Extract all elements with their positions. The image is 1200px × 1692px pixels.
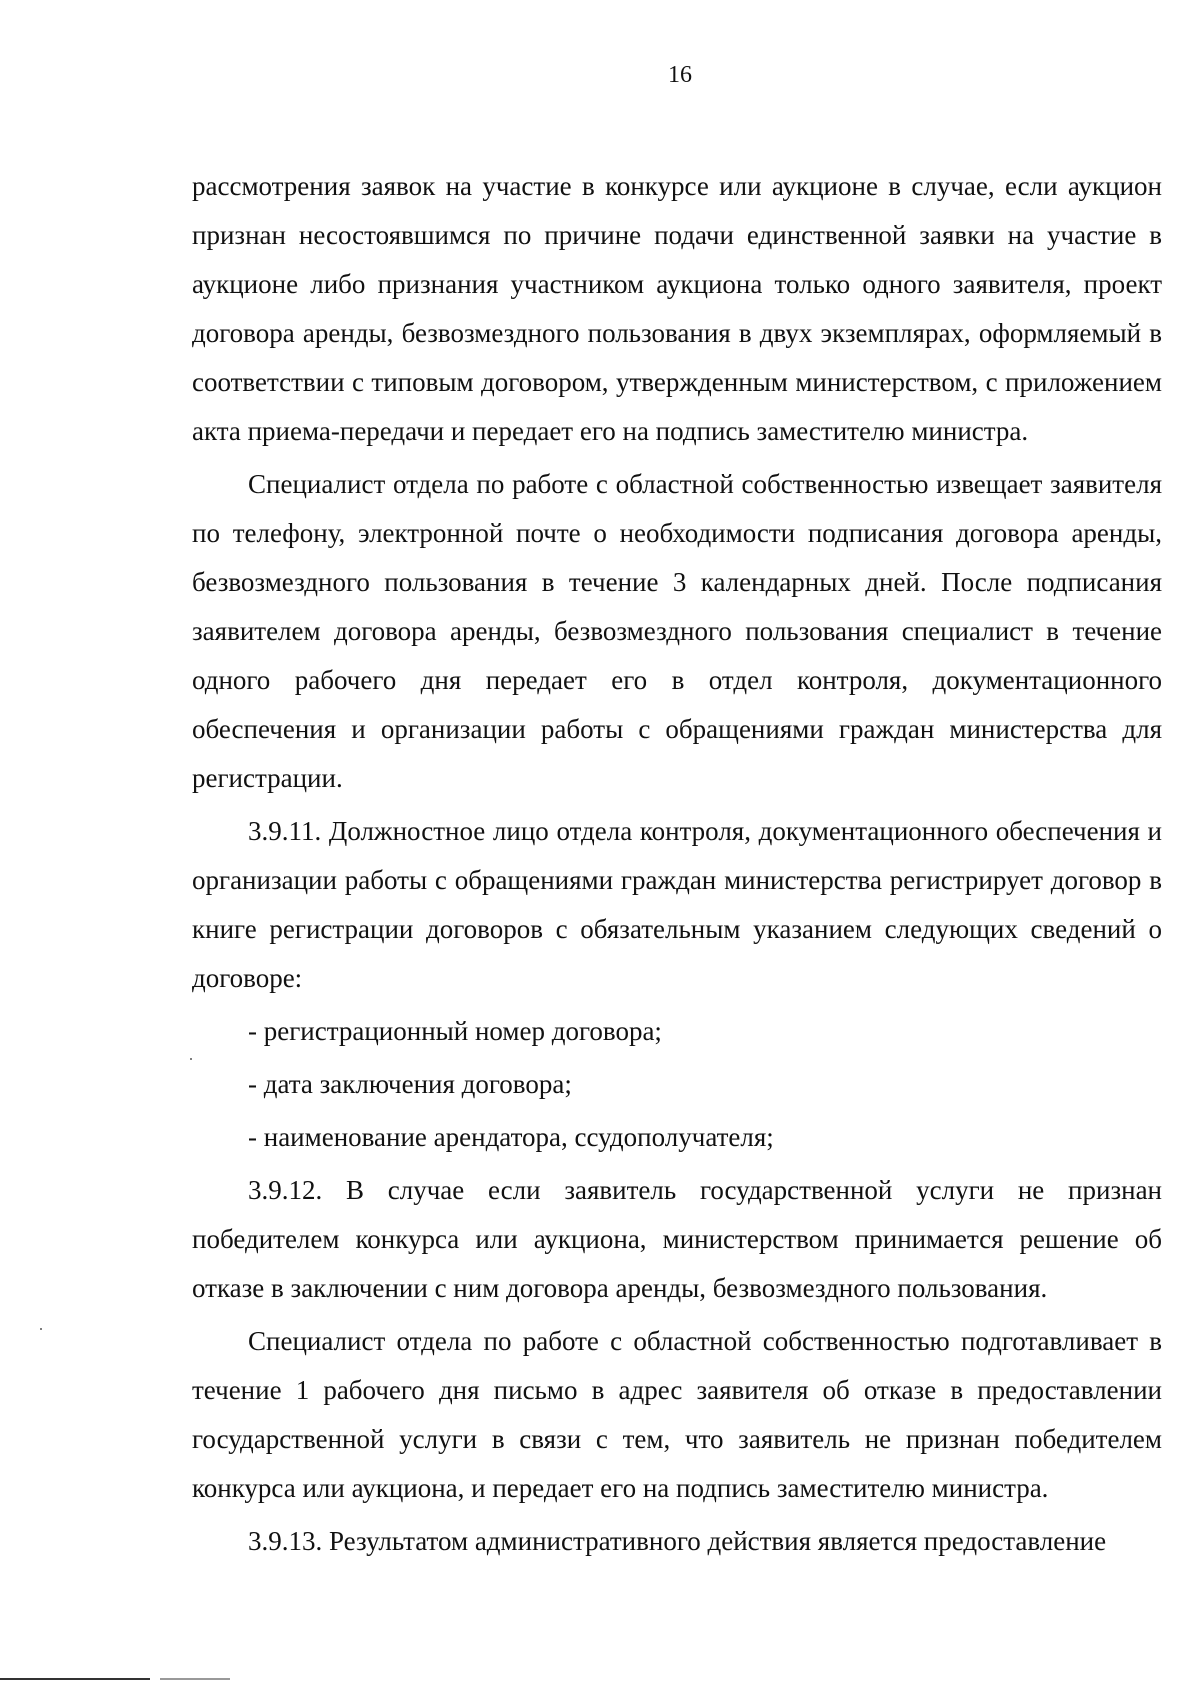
- list-item-contract-date: - дата заключения договора;: [248, 1069, 572, 1099]
- paragraph-notification: Специалист отдела по работе с областной собственностью извещает заявителя по телефону, электронной почте о необходимости подписания договора аренды, безвозмездного пользования в течение 3 календарных дней. После подписания заявителем договора аренды, безвозмездного пользования специалист в течение одного рабочего дня передает его в отдел контроля, документационного обеспечения и организации работы с обращениями граждан министерства для регистрации.: [192, 469, 1162, 793]
- paragraph-continued: рассмотрения заявок на участие в конкурсе или аукционе в случае, если аукцион признан несостоявшимся по причине подачи единственной заявки на участие в аукционе либо признания участником аукциона только одного заявителя, проект договора аренды, безвозмездного пользования в двух экземплярах, оформляемый в соответствии с типовым договором, утвержденным министерством, с приложением акта приема-передачи и передает его на подпись заместителю министра.: [192, 171, 1162, 446]
- paragraph-3-9-12: 3.9.12. В случае если заявитель государственной услуги не признан победителем конкурса или аукциона, министерством принимается решение об отказе в заключении с ним договора аренды, безвозмездного пользования.: [192, 1175, 1162, 1303]
- paragraph-refusal-letter: Специалист отдела по работе с областной собственностью подготавливает в течение 1 рабочего дня письмо в адрес заявителя об отказе в предоставлении государственной услуги в связи с тем, что заявитель не признан победителем конкурса или аукциона, и передает его на подпись заместителю министра.: [192, 1326, 1162, 1503]
- list-item-registration-number: - регистрационный номер договора;: [248, 1016, 662, 1046]
- scan-speck: [190, 1058, 192, 1060]
- paragraph-3-9-11: 3.9.11. Должностное лицо отдела контроля, документационного обеспечения и организации работы с обращениями граждан министерства регистрирует договор в книге регистрации договоров с обязательным указанием следующих сведений о договоре:: [192, 816, 1162, 993]
- scan-speck: [40, 1328, 42, 1330]
- list-item-tenant-name: - наименование арендатора, ссудополучателя;: [248, 1122, 774, 1152]
- scan-edge-line: [0, 1678, 150, 1680]
- page-number: 16: [668, 62, 692, 88]
- scan-edge-line: [160, 1678, 230, 1680]
- document-body: [192, 162, 1162, 1566]
- paragraph-3-9-13: 3.9.13. Результатом административного действия является предоставление: [248, 1526, 1107, 1556]
